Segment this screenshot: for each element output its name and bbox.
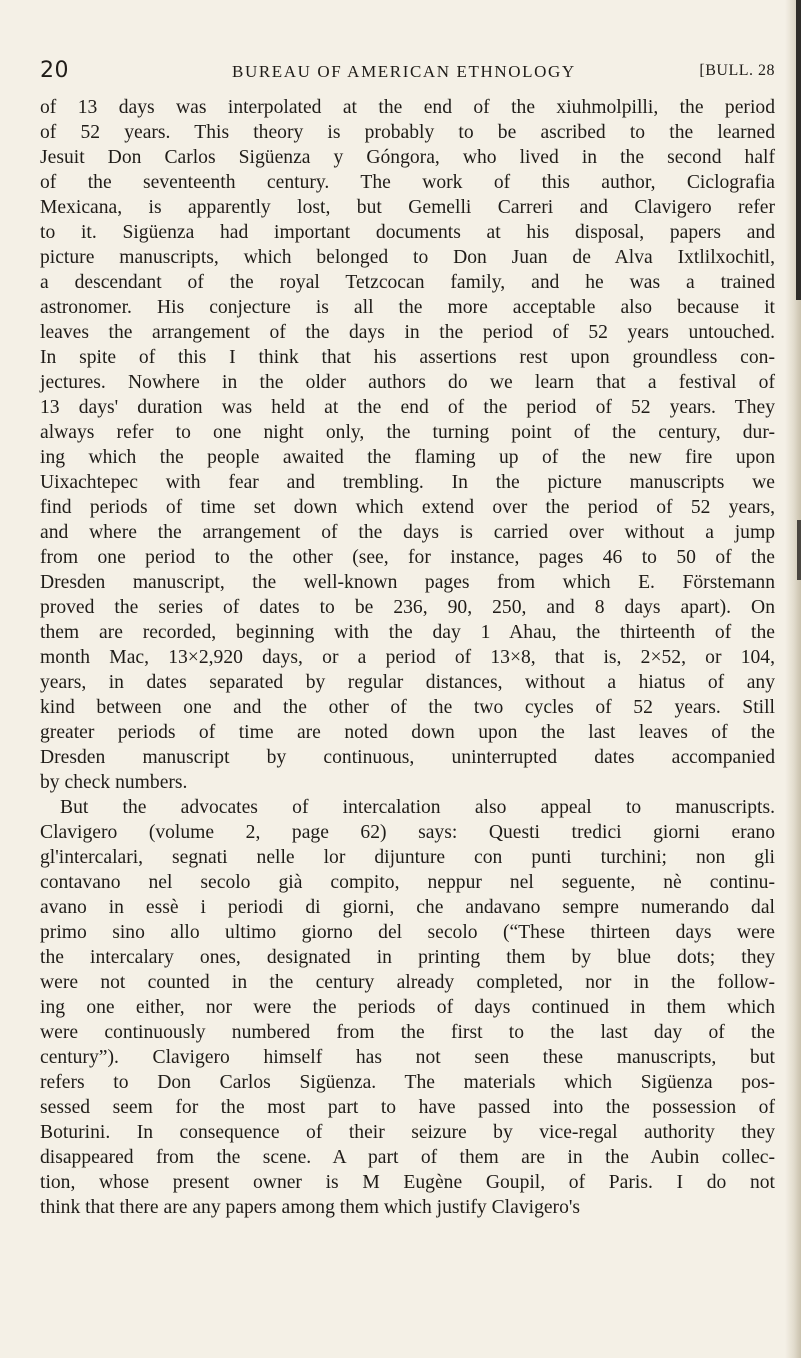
text-line: the intercalary ones, designated in printing them by blue dots; they bbox=[40, 947, 775, 968]
text-line: refers to Don Carlos Sigüenza. The materials which Sigüenza pos- bbox=[40, 1072, 775, 1093]
text-line: tion, whose present owner is M Eugène Goupil, of Paris. I do not bbox=[40, 1172, 775, 1193]
text-line: Uixachtepec with fear and trembling. In the picture manuscripts we bbox=[40, 472, 775, 493]
text-line: 13 days' duration was held at the end of the period of 52 years. They bbox=[40, 397, 775, 418]
text-line: leaves the arrangement of the days in the period of 52 years untouched. bbox=[40, 322, 775, 343]
text-line: of 13 days was interpolated at the end of the xiuhmolpilli, the period bbox=[40, 97, 775, 118]
text-line: sessed seem for the most part to have passed into the possession of bbox=[40, 1097, 775, 1118]
text-line: disappeared from the scene. A part of them are in the Aubin collec- bbox=[40, 1147, 775, 1168]
paragraph bbox=[40, 795, 775, 1220]
text-line: Boturini. In consequence of their seizure by vice-regal authority they bbox=[40, 1122, 775, 1143]
text-line: picture manuscripts, which belonged to Don Juan de Alva Ixtlilxochitl, bbox=[40, 247, 775, 268]
body-text bbox=[40, 95, 775, 1220]
running-title: BUREAU OF AMERICAN ETHNOLOGY bbox=[232, 62, 576, 81]
text-line: and where the arrangement of the days is carried over without a jump bbox=[40, 522, 775, 543]
text-line: Jesuit Don Carlos Sigüenza y Góngora, who lived in the second half bbox=[40, 147, 775, 168]
text-line: Dresden manuscript by continuous, uninterrupted dates accompanied bbox=[40, 747, 775, 768]
text-line: contavano nel secolo già compito, neppur nel seguente, nè continu- bbox=[40, 872, 775, 893]
text-line: Mexicana, is apparently lost, but Gemelli Carreri and Clavigero refer bbox=[40, 197, 775, 218]
text-line: astronomer. His conjecture is all the more acceptable also because it bbox=[40, 297, 775, 318]
text-line: were not counted in the century already completed, nor in the follow- bbox=[40, 972, 775, 993]
text-line: were continuously numbered from the first to the last day of the bbox=[40, 1022, 775, 1043]
text-line: by check numbers. bbox=[40, 772, 188, 793]
text-line: always refer to one night only, the turning point of the century, dur- bbox=[40, 422, 775, 443]
text-line: gl'intercalari, segnati nelle lor dijunture con punti turchini; non gli bbox=[40, 847, 775, 868]
text-line: primo sino allo ultimo giorno del secolo (“These thirteen days were bbox=[40, 922, 775, 943]
text-line: years, in dates separated by regular distances, without a hiatus of any bbox=[40, 672, 775, 693]
text-line: think that there are any papers among them which justify Clavigero's bbox=[40, 1197, 581, 1218]
text-line: them are recorded, beginning with the day 1 Ahau, the thirteenth of the bbox=[40, 622, 775, 643]
running-header bbox=[40, 58, 775, 86]
text-line: to it. Sigüenza had important documents at his disposal, papers and bbox=[40, 222, 775, 243]
text-line: of the seventeenth century. The work of this author, Ciclografia bbox=[40, 172, 775, 193]
text-line: But the advocates of intercalation also appeal to manuscripts. bbox=[60, 797, 775, 818]
text-line: greater periods of time are noted down upon the last leaves of the bbox=[40, 722, 775, 743]
page-edge-binding-mark bbox=[797, 520, 801, 580]
text-line: In spite of this I think that his assertions rest upon groundless con- bbox=[40, 347, 775, 368]
text-line: kind between one and the other of the two cycles of 52 years. Still bbox=[40, 697, 775, 718]
bulletin-reference: [BULL. 28 bbox=[699, 62, 775, 79]
text-line: ing one either, nor were the periods of days continued in them which bbox=[40, 997, 775, 1018]
text-line: from one period to the other (see, for instance, pages 46 to 50 of the bbox=[40, 547, 775, 568]
text-line: Dresden manuscript, the well-known pages from which E. Förstemann bbox=[40, 572, 775, 593]
page-edge-binding bbox=[796, 0, 801, 300]
text-line: find periods of time set down which extend over the period of 52 years, bbox=[40, 497, 775, 518]
text-line: jectures. Nowhere in the older authors do we learn that a festival of bbox=[40, 372, 775, 393]
text-line: month Mac, 13×2,920 days, or a period of 13×8, that is, 2×52, or 104, bbox=[40, 647, 775, 668]
text-line: Clavigero (volume 2, page 62) says: Questi tredici giorni erano bbox=[40, 822, 775, 843]
text-line: a descendant of the royal Tetzcocan family, and he was a trained bbox=[40, 272, 775, 293]
text-line: ing which the people awaited the flaming up of the new fire upon bbox=[40, 447, 775, 468]
text-line: of 52 years. This theory is probably to be ascribed to the learned bbox=[40, 122, 775, 143]
text-line: century”). Clavigero himself has not seen these manuscripts, but bbox=[40, 1047, 775, 1068]
paragraph bbox=[40, 95, 775, 795]
text-line: proved the series of dates to be 236, 90, 250, and 8 days apart). On bbox=[40, 597, 775, 618]
page-number: 20 bbox=[40, 58, 69, 83]
text-line: avano in essè i periodi di giorni, che andavano sempre numerando dal bbox=[40, 897, 775, 918]
